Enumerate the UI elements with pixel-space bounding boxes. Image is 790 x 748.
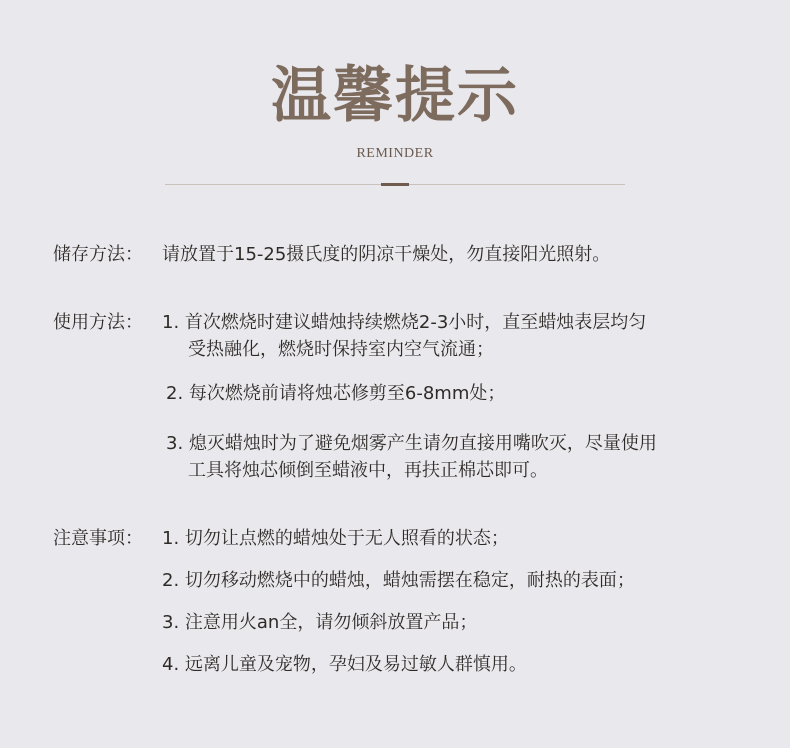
- usage-item-1-line2: 受热融化，燃烧时保持室内空气流通；: [188, 339, 494, 360]
- usage-item-1-line1: 1. 首次燃烧时建议蜡烛持续燃烧2-3小时，直至蜡烛表层均匀: [162, 312, 647, 333]
- usage-item-2: 2. 每次燃烧前请将烛芯修剪至6-8mm处；: [166, 383, 506, 404]
- usage-item-3-line2: 工具将烛芯倾倒至蜡液中，再扶正棉芯即可。: [188, 460, 548, 481]
- notes-item-1: 1. 切勿让点燃的蜡烛处于无人照看的状态；: [162, 528, 509, 549]
- divider-accent: [381, 183, 409, 186]
- notes-label: 注意事项：: [53, 528, 143, 549]
- notes-item-3: 3. 注意用火an全，请勿倾斜放置产品；: [162, 612, 478, 633]
- usage-item-3-line1: 3. 熄灭蜡烛时为了避免烟雾产生请勿直接用嘴吹灭，尽量使用: [166, 433, 657, 454]
- page-title: 温馨提示: [271, 61, 519, 131]
- notes-item-2: 2. 切勿移动燃烧中的蜡烛，蜡烛需摆在稳定，耐热的表面；: [162, 570, 635, 591]
- usage-label: 使用方法：: [53, 312, 143, 333]
- page-subtitle: REMINDER: [356, 146, 434, 161]
- notes-item-4: 4. 远离儿童及宠物，孕妇及易过敏人群慎用。: [162, 654, 527, 675]
- storage-text: 请放置于15-25摄氏度的阴凉干燥处，勿直接阳光照射。: [162, 244, 611, 265]
- storage-label: 储存方法：: [53, 244, 143, 265]
